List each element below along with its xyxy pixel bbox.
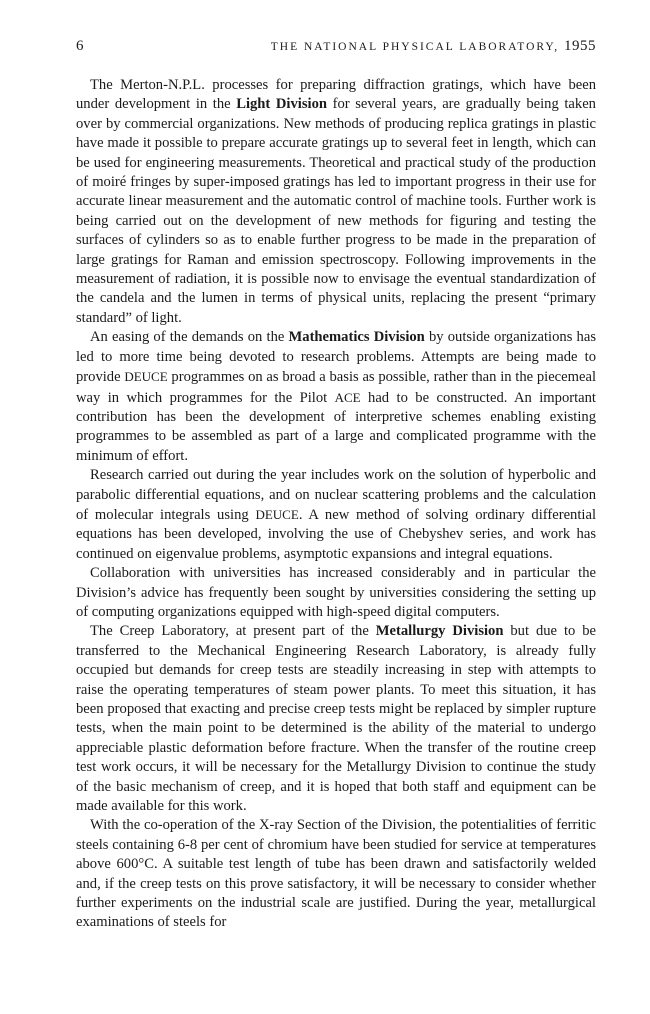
text-run: With the co-operation of the X-ray Section of the Division, the potentialities of ferritic steels containing 6-8 per cent of chromium have been studied for service at temperatures above 600°C. A suitable test length of tube has been drawn and satisfactorily welded and, if the creep tests on this prove satisfactory, it will be necessary to consider whether further experiments on the industrial scale are justified. During the year, metallurgical examinations of steels for (76, 817, 596, 931)
text-run: . A new method of solving ordinary differential equations has been developed, involving the use of Chebyshev series, and work has continued on eigenvalue problems, asymptotic expansions and integral equations. (76, 506, 596, 562)
text-run: by outside organizations has led to more time being devoted to research problems. Attempts are being made to provide (76, 329, 596, 386)
computer-name: DEUCE (255, 506, 299, 522)
running-title (271, 38, 596, 55)
paragraph (76, 816, 596, 932)
paragraph (76, 76, 596, 328)
paragraph (76, 328, 596, 466)
paragraph (76, 466, 596, 564)
text-run: Collaboration with universities has increased considerably and in particular the Division’s advice has frequently been sought by universities considering the setting up of computing organizations equipped with high-speed digital computers. (76, 565, 596, 620)
text-run: An easing of the demands on the (90, 329, 289, 346)
text-run: The Creep Laboratory, at present part of the (90, 623, 376, 640)
division-name: Light Division (236, 96, 327, 113)
body-text (76, 76, 596, 933)
text-run: had to be constructed. An important contribution has been the development of interpretive schemes enabling existing programmes to be assembled as part of a large and complicated programme with the minimum of effort. (76, 389, 596, 464)
computer-name: ACE (334, 389, 361, 405)
page-number: 6 (76, 38, 84, 54)
text-run: but due to be transferred to the Mechanical Engineering Research Laboratory, is already fully occupied but demands for creep tests are steadily increasing in step with attempts to raise the operating temperatures of steam power plants. To meet this situation, it has been proposed that exacting and precise creep tests might be replaced by simpler rupture tests, when the main point to be determined is the ability of the material to undergo appreciable plastic deformation before fracture. When the transfer of the routine creep test work occurs, it will be necessary for the Metallurgy Division to continue the study of the basic mechanism of creep, and it is hoped that both staff and equipment can be made available for this work. (76, 623, 596, 815)
text-run: Research carried out during the year includes work on the solution of hyperbolic and parabolic differential equations, and on nuclear scattering problems and the calculation of molecular integrals using (76, 467, 596, 523)
running-title-text: THE NATIONAL PHYSICAL LABORATORY, (270, 41, 560, 53)
computer-name: DEUCE (124, 369, 168, 385)
text-run: for several years, are gradually being taken over by commercial organizations. New methods of producing replica gratings in plastic have made it possible to prepare accurate gratings up to several feet in length, which can be used for engineering measurements. Theoretical and practical study of the production of moiré fringes by super-imposed gratings has led to important progress in their use for accurate linear measurement and the automatic control of machine tools. Further work is being carried out on the development of new methods for figuring and testing the surfaces of cylinders so as to enable further progress to be made in the preparation of large gratings for Raman and emission spectroscopy. Following improvements in the measurement of radiation, it is possible now to envisage the eventual standardization of the candela and the lumen in terms of physical units, replacing the present “primary standard” of light. (76, 96, 596, 326)
paragraph (76, 564, 596, 622)
text-run: The Merton-N.P.L. processes for preparing diffraction gratings, which have been under development in the (76, 77, 596, 113)
running-title-year: 1955 (564, 38, 596, 54)
paragraph (76, 622, 596, 816)
division-name: Mathematics Division (288, 329, 425, 346)
text-run: programmes on as broad a basis as possible, rather than in the piecemeal way in which programmes for the Pilot (76, 369, 596, 406)
division-name: Metallurgy Division (375, 623, 504, 640)
page-header (76, 38, 596, 58)
